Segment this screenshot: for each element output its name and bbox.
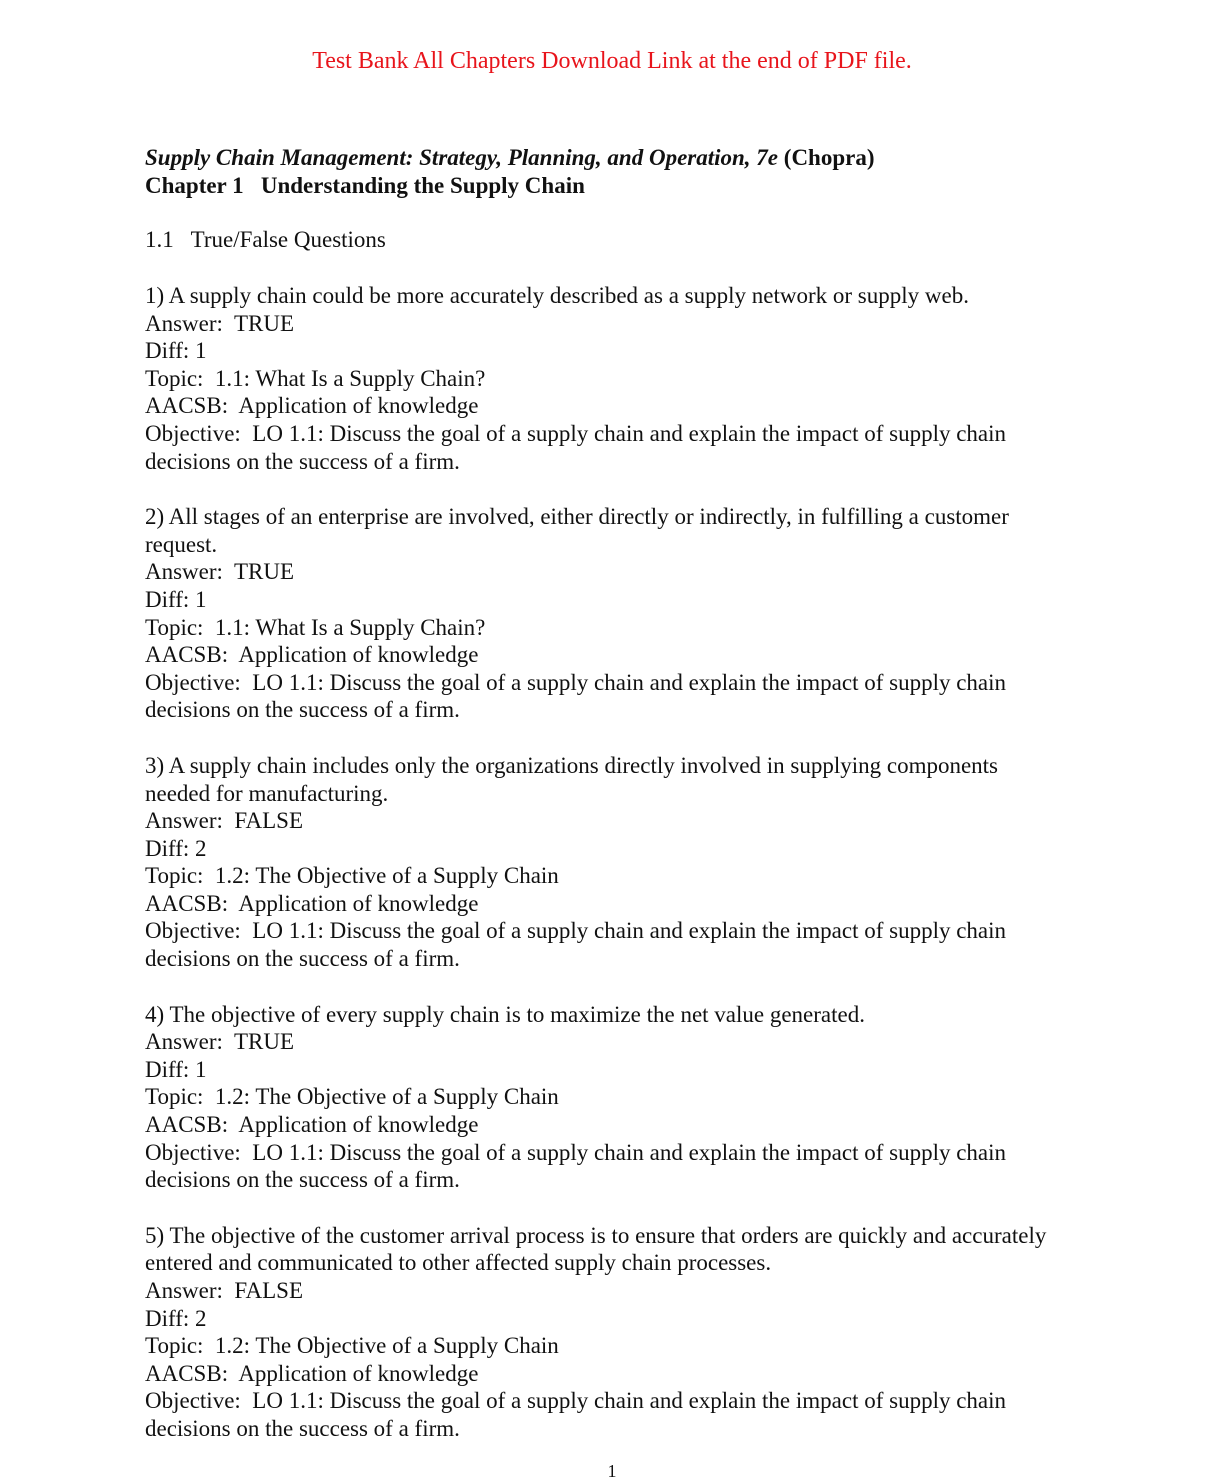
answer-line: Answer: TRUE <box>145 310 295 336</box>
book-author: (Chopra) <box>783 145 875 170</box>
answer-line: Answer: FALSE <box>145 1278 304 1303</box>
question-text: 2) All stages of an enterprise are involved, either directly or indirectly, in fulfilling a customer request. <box>145 504 1015 557</box>
question-text: 3) A supply chain includes only the organizations directly involved in supplying components needed for manufacturing. <box>145 752 1004 806</box>
question-item <box>145 282 1065 475</box>
question-list <box>145 282 1065 1443</box>
question-item <box>145 752 1065 973</box>
objective-line: Objective: LO 1.1: Discuss the goal of a supply chain and explain the impact of supply chain decisions on the success of a firm. <box>145 420 1012 474</box>
difficulty-line: Diff: 1 <box>145 338 207 364</box>
difficulty-line: Diff: 1 <box>145 1056 207 1082</box>
answer-line: Answer: TRUE <box>145 559 295 585</box>
document-body <box>145 144 1065 1443</box>
difficulty-line: Diff: 1 <box>145 586 207 612</box>
download-link-banner[interactable]: Test Bank All Chapters Download Link at the end of PDF file. <box>312 48 912 74</box>
question-text: 5) The objective of the customer arrival process is to ensure that orders are quickly and accurately entered and communicated to other affected supply chain processes. <box>145 1222 1053 1276</box>
objective-line: Objective: LO 1.1: Discuss the goal of a supply chain and explain the impact of supply chain decisions on the success of a firm. <box>145 669 1012 723</box>
topic-line: Topic: 1.2: The Objective of a Supply Chain <box>145 863 559 889</box>
aacsb-line: AACSB: Application of knowledge <box>145 1360 479 1386</box>
topic-line: Topic: 1.1: What Is a Supply Chain? <box>145 365 486 391</box>
question-text: 4) The objective of every supply chain is to maximize the net value generated. <box>145 1001 865 1027</box>
chapter-title: Chapter 1 Understanding the Supply Chain <box>145 173 585 198</box>
topic-line: Topic: 1.2: The Objective of a Supply Chain <box>145 1084 559 1110</box>
question-item <box>145 503 1065 724</box>
objective-line: Objective: LO 1.1: Discuss the goal of a supply chain and explain the impact of supply chain decisions on the success of a firm. <box>145 1388 1012 1441</box>
aacsb-line: AACSB: Application of knowledge <box>145 642 479 668</box>
difficulty-line: Diff: 2 <box>145 835 207 861</box>
answer-line: Answer: FALSE <box>145 808 304 834</box>
topic-line: Topic: 1.2: The Objective of a Supply Chain <box>145 1333 559 1359</box>
aacsb-line: AACSB: Application of knowledge <box>145 393 479 419</box>
book-title <box>145 144 1065 172</box>
aacsb-line: AACSB: Application of knowledge <box>145 1112 479 1138</box>
objective-line: Objective: LO 1.1: Discuss the goal of a supply chain and explain the impact of supply chain decisions on the success of a firm. <box>145 1139 1012 1193</box>
aacsb-line: AACSB: Application of knowledge <box>145 890 479 916</box>
objective-line: Objective: LO 1.1: Discuss the goal of a supply chain and explain the impact of supply chain decisions on the success of a firm. <box>145 918 1012 972</box>
page-number: 1 <box>607 1461 617 1481</box>
section-title: 1.1 True/False Questions <box>145 227 386 252</box>
question-item <box>145 1222 1065 1443</box>
question-item <box>145 1001 1065 1194</box>
question-text: 1) A supply chain could be more accurately described as a supply network or supply web. <box>145 283 969 308</box>
difficulty-line: Diff: 2 <box>145 1305 207 1331</box>
answer-line: Answer: TRUE <box>145 1029 295 1055</box>
topic-line: Topic: 1.1: What Is a Supply Chain? <box>145 614 486 640</box>
book-title-text: Supply Chain Management: Strategy, Planning, and Operation, 7e <box>145 145 779 170</box>
